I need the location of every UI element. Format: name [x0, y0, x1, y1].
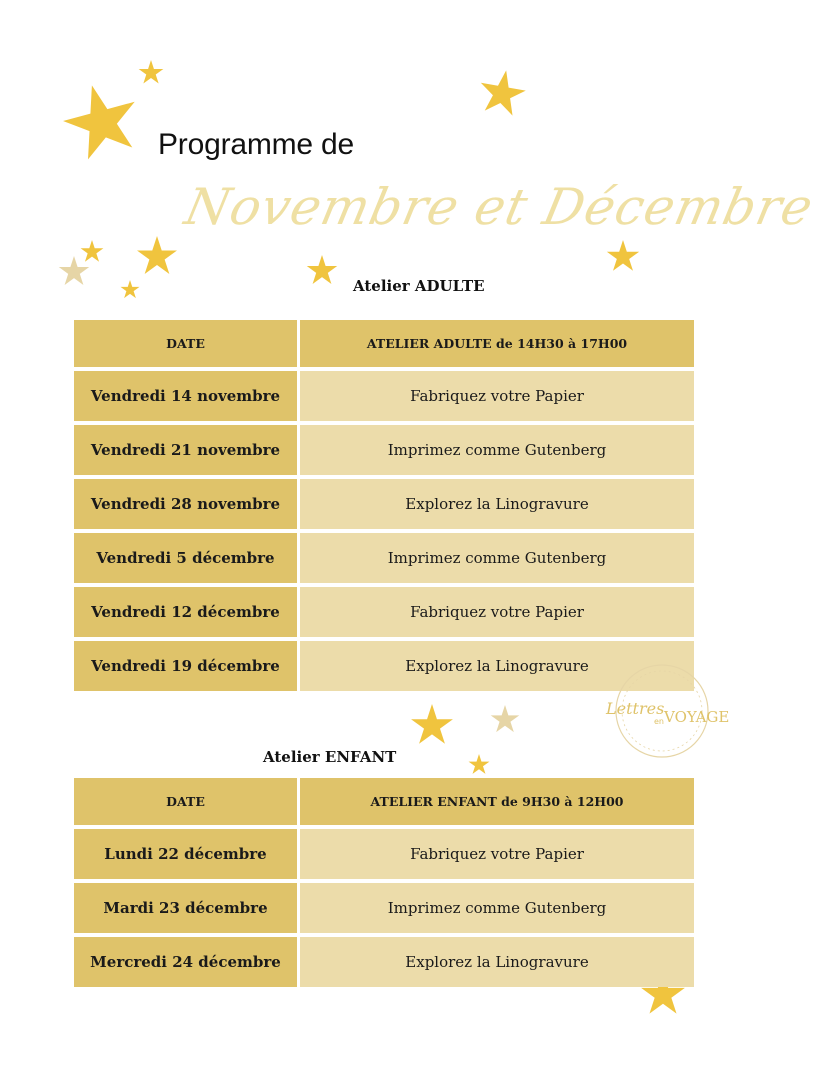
star-icon — [468, 754, 490, 776]
date-cell: Vendredi 19 décembre — [74, 641, 297, 691]
star-icon — [410, 704, 454, 748]
table-row — [74, 829, 694, 879]
header-date-cell: DATE — [74, 320, 297, 367]
table-row — [74, 587, 694, 637]
child-section-title: Atelier ENFANT — [263, 748, 397, 766]
header-activity-cell: ATELIER ENFANT de 9H30 à 12H00 — [300, 778, 694, 825]
stamp-word-en: en — [654, 717, 664, 726]
table-header-row — [74, 320, 694, 367]
table-row — [74, 641, 694, 691]
table-header-row — [74, 778, 694, 825]
star-icon — [136, 236, 178, 278]
table-row — [74, 425, 694, 475]
activity-cell: Explorez la Linogravure — [300, 479, 694, 529]
date-cell: Lundi 22 décembre — [74, 829, 297, 879]
date-cell: Vendredi 12 décembre — [74, 587, 297, 637]
date-cell: Vendredi 28 novembre — [74, 479, 297, 529]
activity-cell: Fabriquez votre Papier — [300, 829, 694, 879]
child-schedule-table — [74, 778, 694, 991]
table-row — [74, 937, 694, 987]
star-icon — [62, 84, 142, 162]
star-icon — [138, 60, 164, 86]
star-icon — [478, 70, 526, 118]
star-icon — [58, 256, 90, 288]
date-cell: Vendredi 5 décembre — [74, 533, 297, 583]
adult-schedule-table — [74, 320, 694, 695]
header-date-cell: DATE — [74, 778, 297, 825]
date-cell: Mercredi 24 décembre — [74, 937, 297, 987]
activity-cell: Imprimez comme Gutenberg — [300, 533, 694, 583]
date-cell: Mardi 23 décembre — [74, 883, 297, 933]
script-title: Novembre et Décembre — [180, 178, 819, 236]
star-icon — [490, 705, 520, 735]
page-heading: Programme de — [158, 128, 355, 161]
activity-cell: Imprimez comme Gutenberg — [300, 425, 694, 475]
star-icon — [306, 255, 338, 287]
activity-cell: Explorez la Linogravure — [300, 937, 694, 987]
table-row — [74, 371, 694, 421]
table-row — [74, 479, 694, 529]
table-row — [74, 883, 694, 933]
adult-section-title: Atelier ADULTE — [353, 277, 485, 295]
date-cell: Vendredi 14 novembre — [74, 371, 297, 421]
table-row — [74, 533, 694, 583]
date-cell: Vendredi 21 novembre — [74, 425, 297, 475]
stamp-word-voyage: VOYAGE — [664, 708, 730, 726]
star-icon — [120, 280, 140, 300]
activity-cell: Explorez la Linogravure — [300, 641, 694, 691]
activity-cell: Imprimez comme Gutenberg — [300, 883, 694, 933]
activity-cell: Fabriquez votre Papier — [300, 587, 694, 637]
activity-cell: Fabriquez votre Papier — [300, 371, 694, 421]
star-icon — [606, 240, 640, 274]
stamp-logo — [604, 662, 730, 760]
stamp-word-lettres: Lettres — [606, 699, 665, 718]
header-activity-cell: ATELIER ADULTE de 14H30 à 17H00 — [300, 320, 694, 367]
